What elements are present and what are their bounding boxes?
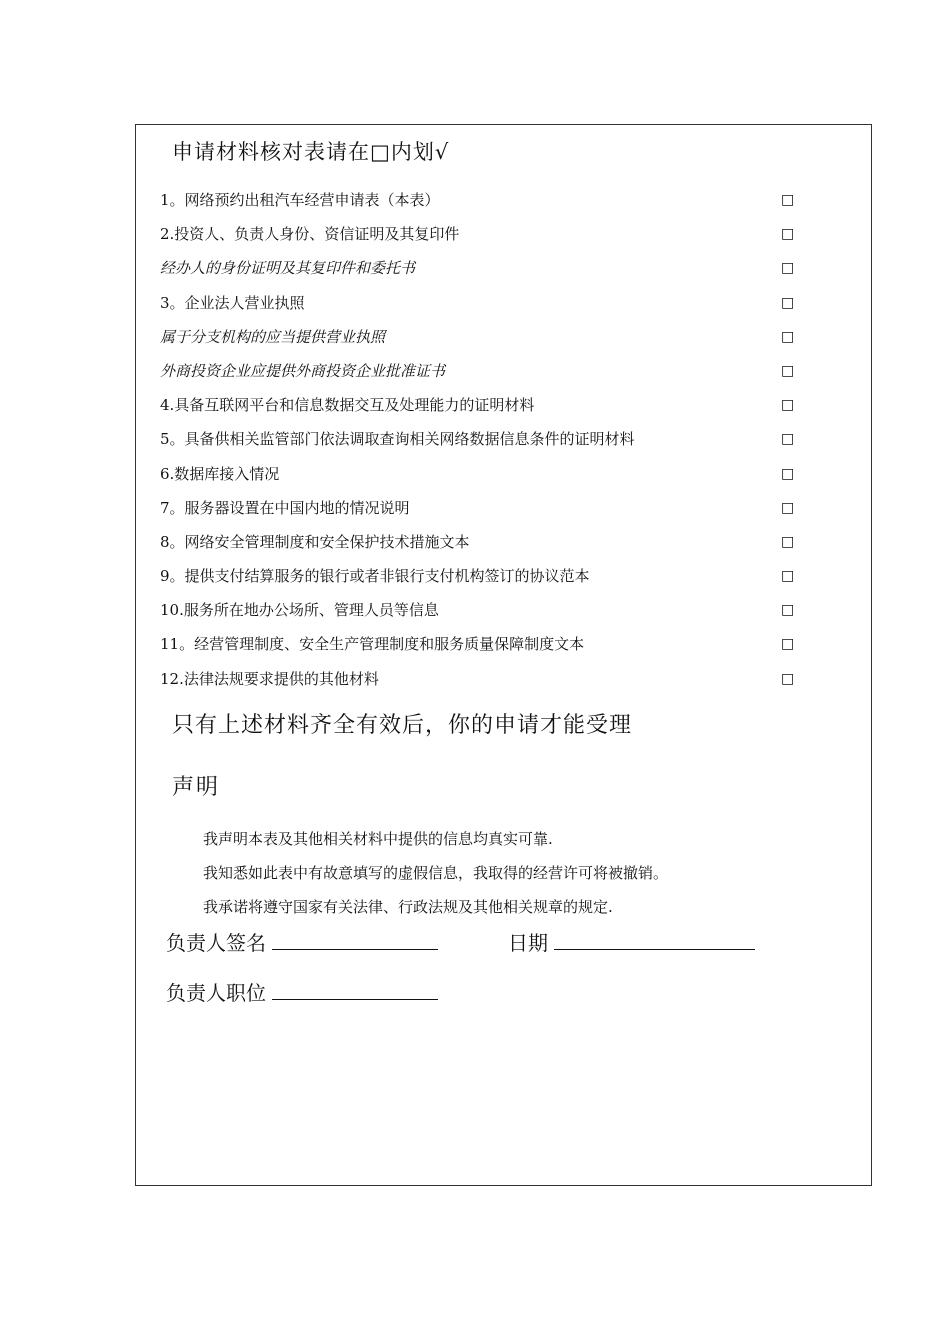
checklist <box>160 183 800 696</box>
checkbox-icon[interactable]: □ <box>781 226 795 243</box>
checklist-item-label: 8。网络安全管理制度和安全保护技术措施文本 <box>160 532 470 551</box>
declaration-line: 我声明本表及其他相关材料中提供的信息均真实可靠. <box>203 830 553 848</box>
checkbox-icon[interactable]: □ <box>781 328 795 345</box>
checklist-item-label: 2.投资人、负责人身份、资信证明及其复印件 <box>160 225 460 244</box>
checklist-item-label: 10.服务所在地办公场所、管理人员等信息 <box>160 601 439 620</box>
checklist-item <box>160 217 800 251</box>
checklist-item-label: 6.数据库接入情况 <box>160 464 280 483</box>
checkbox-icon[interactable]: □ <box>781 362 795 379</box>
checklist-item <box>160 491 800 525</box>
declaration-title: 声明 <box>172 775 221 800</box>
checkbox-icon[interactable]: □ <box>781 499 795 516</box>
checkbox-icon[interactable]: □ <box>781 568 795 585</box>
checklist-item-label: 经办人的身份证明及其复印件和委托书 <box>160 259 416 278</box>
checklist-item <box>160 662 800 696</box>
signer-label: 负责人签名 <box>166 931 266 955</box>
checklist-item <box>160 422 800 456</box>
checklist-item-label: 5。具备供相关监管部门依法调取查询相关网络数据信息条件的证明材料 <box>160 430 635 449</box>
checkbox-icon[interactable]: □ <box>781 397 795 414</box>
checklist-item-label: 1。网络预约出租汽车经营申请表（本表） <box>160 191 440 209</box>
signer-field <box>166 927 438 956</box>
date-line[interactable] <box>554 929 755 950</box>
checklist-item <box>160 525 800 559</box>
checklist-item <box>160 457 800 491</box>
date-label: 日期 <box>508 931 548 955</box>
checklist-item <box>160 251 800 285</box>
checklist-item-label: 11。经营管理制度、安全生产管理制度和服务质量保障制度文本 <box>160 635 585 654</box>
checkbox-icon[interactable]: □ <box>781 636 795 653</box>
position-label: 负责人职位 <box>166 981 266 1005</box>
notice-text: 只有上述材料齐全有效后，你的申请才能受理 <box>172 713 633 738</box>
checklist-item <box>160 593 800 627</box>
checklist-item <box>160 354 800 388</box>
checklist-item <box>160 183 800 217</box>
checklist-item-label: 外商投资企业应提供外商投资企业批准证书 <box>160 361 446 380</box>
checklist-item-label: 12.法律法规要求提供的其他材料 <box>160 669 379 688</box>
checkbox-icon[interactable]: □ <box>781 465 795 482</box>
position-field <box>166 977 438 1006</box>
checklist-item-label: 4.具备互联网平台和信息数据交互及处理能力的证明材料 <box>160 396 535 415</box>
checkbox-icon[interactable]: □ <box>781 670 795 687</box>
declaration-line: 我承诺将遵守国家有关法律、行政法规及其他相关规章的规定. <box>203 898 613 916</box>
position-line[interactable] <box>272 979 438 1000</box>
checklist-item <box>160 388 800 422</box>
checklist-item-label: 9。提供支付结算服务的银行或者非银行支付机构签订的协议范本 <box>160 567 590 586</box>
date-field <box>508 927 755 956</box>
checklist-item <box>160 559 800 593</box>
checklist-item-label: 3。企业法人营业执照 <box>160 293 305 312</box>
signer-line[interactable] <box>272 929 438 950</box>
checklist-item-label: 属于分支机构的应当提供营业执照 <box>160 327 386 346</box>
checklist-item <box>160 320 800 354</box>
checkbox-icon[interactable]: □ <box>781 192 795 208</box>
checklist-item <box>160 286 800 320</box>
checkbox-icon[interactable]: □ <box>781 431 795 448</box>
declaration-line: 我知悉如此表中有故意填写的虚假信息，我取得的经营许可将被撤销。 <box>203 864 669 882</box>
checkbox-icon[interactable]: □ <box>781 294 795 311</box>
checklist-title: 申请材料核对表请在□内划√ <box>172 140 450 164</box>
checkbox-icon[interactable]: □ <box>781 533 795 550</box>
checkbox-icon[interactable]: □ <box>781 260 795 277</box>
checklist-item-label: 7。服务器设置在中国内地的情况说明 <box>160 498 410 517</box>
checkbox-icon[interactable]: □ <box>781 602 795 619</box>
checklist-item <box>160 627 800 661</box>
